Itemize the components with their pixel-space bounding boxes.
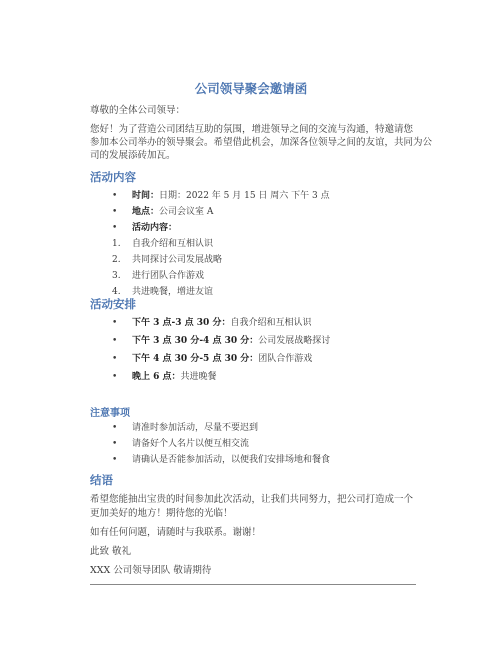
section-heading-notes: 注意事项 (90, 408, 130, 419)
item-number: 1. (112, 239, 121, 249)
bullet-icon: • (112, 191, 118, 201)
closing-line: 此致 敬礼 (90, 546, 132, 557)
item-text: 团队合作游戏 (258, 354, 313, 364)
item-label: 下午 4 点 30 分-5 点 30 分： (132, 354, 259, 364)
item-text: 日期：2022 年 5 月 15 日 周六 下午 3 点 (159, 191, 330, 201)
intro-line-2: 参加本公司举办的领导聚会。希望借此机会，加深各位领导之间的友谊，共同为公 (90, 137, 433, 148)
conclusion-line-2: 更加美好的地方！期待您的光临！ (90, 508, 233, 519)
greeting: 尊敬的全体公司领导： (90, 105, 186, 116)
contact-line: 如有任何问题，请随时与我联系。谢谢！ (90, 527, 262, 538)
item-label: 活动内容： (132, 223, 178, 233)
signature-line: XXX 公司领导团队 敬请期待 (90, 565, 212, 576)
section-heading-content: 活动内容 (90, 170, 136, 184)
document-title: 公司领导聚会邀请函 (194, 81, 308, 96)
item-text: 共进晚餐 (180, 372, 217, 382)
section-heading-schedule: 活动安排 (90, 297, 136, 311)
bullet-icon: • (112, 372, 118, 382)
bullet-icon: • (112, 336, 118, 346)
intro-line-3: 司的发展添砖加瓦。 (90, 150, 176, 161)
item-number: 3. (112, 271, 121, 281)
bullet-icon: • (112, 423, 118, 433)
item-text: 自我介绍和互相认识 (230, 318, 312, 328)
item-text: 请备好个人名片以便互相交流 (132, 439, 250, 449)
section-heading-conclusion: 结语 (90, 473, 113, 487)
item-label: 时间： (132, 191, 160, 201)
bullet-icon: • (112, 354, 118, 364)
bullet-icon: • (112, 207, 118, 217)
item-text: 请准时参加活动，尽量不要迟到 (132, 423, 259, 433)
item-text: 公司会议室 A (159, 207, 214, 217)
item-label: 地点： (132, 207, 160, 217)
item-label: 下午 3 点-3 点 30 分： (132, 318, 231, 328)
conclusion-line-1: 希望您能抽出宝贵的时间参加此次活动，让我们共同努力，把公司打造成一个 (90, 494, 414, 505)
item-text: 共同探讨公司发展战略 (132, 255, 223, 265)
bullet-icon: • (112, 439, 118, 449)
intro-line-1: 您好！为了营造公司团结互助的氛围，增进领导之间的交流与沟通，特邀请您 (90, 124, 414, 135)
item-text: 共进晚餐，增进友谊 (132, 287, 214, 297)
item-number: 4. (112, 287, 121, 297)
item-text: 进行团队合作游戏 (132, 271, 205, 281)
bullet-icon: • (112, 455, 118, 465)
item-number: 2. (112, 255, 121, 265)
item-text: 请确认是否能参加活动，以便我们安排场地和餐食 (132, 455, 331, 465)
item-label: 下午 3 点 30 分-4 点 30 分： (132, 336, 259, 346)
item-label: 晚上 6 点： (132, 372, 181, 382)
item-text: 公司发展战略探讨 (258, 336, 331, 346)
bullet-icon: • (112, 318, 118, 328)
horizontal-divider (90, 584, 416, 585)
item-text: 自我介绍和互相认识 (132, 239, 214, 249)
bullet-icon: • (112, 223, 118, 233)
